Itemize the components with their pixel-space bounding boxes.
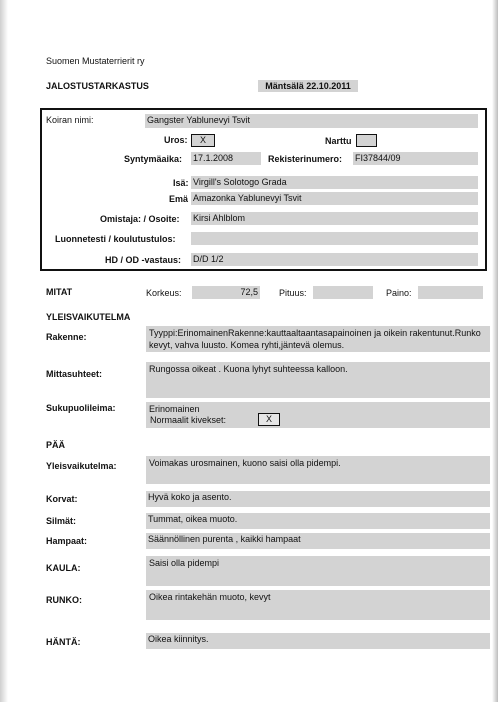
- head-general-label: Yleisvaikutelma:: [46, 461, 117, 471]
- length-label: Pituus:: [279, 288, 307, 298]
- ears-label: Korvat:: [46, 494, 78, 504]
- body-label: RUNKO:: [46, 595, 82, 605]
- dam-label: Emä: [169, 194, 189, 204]
- height-label: Korkeus:: [146, 288, 182, 298]
- ears-field: Hyvä koko ja asento.: [146, 491, 490, 507]
- build-label: Rakenne:: [46, 332, 87, 342]
- testicles-label: Normaalit kivekset:: [150, 415, 227, 425]
- weight-field: [418, 286, 483, 299]
- length-field: [313, 286, 373, 299]
- doc-title: JALOSTUSTARKASTUS: [46, 81, 149, 91]
- dam-field: Amazonka Yablunevyi Tsvit: [191, 192, 478, 205]
- sex-label: Sukupuolileima:: [46, 403, 116, 413]
- testicles-checkbox: X: [258, 413, 280, 426]
- hd-field: D/D 1/2: [191, 253, 478, 266]
- teeth-label: Hampaat:: [46, 536, 88, 546]
- temperament-field: [191, 232, 478, 245]
- scan-edge-left: [0, 0, 8, 702]
- scan-edge-right: [492, 0, 498, 702]
- male-checkbox: X: [191, 134, 215, 147]
- build-field: Tyyppi:ErinomainenRakenne:kauttaaltaantasapainoinen ja oikein rakentunut.Runko kevyt, vahva luusto. Komea ryhti,jäntevä olemus.: [146, 326, 490, 352]
- general-heading: YLEISVAIKUTELMA: [46, 312, 131, 322]
- owner-field: Kirsi Ahlblom: [191, 212, 478, 225]
- neck-field: Saisi olla pidempi: [146, 556, 490, 586]
- dob-label: Syntymäaika:: [124, 154, 183, 164]
- temperament-label: Luonnetesti / koulutustulos:: [55, 234, 176, 244]
- proportions-label: Mittasuhteet:: [46, 369, 102, 379]
- hd-label: HD / OD -vastaus:: [105, 255, 182, 265]
- male-label: Uros:: [164, 135, 188, 145]
- eyes-label: Silmät:: [46, 516, 77, 526]
- teeth-field: Säännöllinen purenta , kaikki hampaat: [146, 533, 490, 549]
- sire-field: Virgill's Solotogo Grada: [191, 176, 478, 189]
- sire-label: Isä:: [173, 178, 189, 188]
- body-field: Oikea rintakehän muoto, kevyt: [146, 590, 490, 620]
- owner-label: Omistaja: / Osoite:: [100, 214, 180, 224]
- neck-label: KAULA:: [46, 563, 81, 573]
- eyes-field: Tummat, oikea muoto.: [146, 513, 490, 529]
- org-name: Suomen Mustaterrierit ry: [46, 56, 145, 66]
- head-general-field: Voimakas urosmainen, kuono saisi olla pidempi.: [146, 456, 490, 484]
- weight-label: Paino:: [386, 288, 412, 298]
- dog-name-label: Koiran nimi:: [46, 115, 94, 125]
- height-field: 72,5: [192, 286, 260, 299]
- tail-label: HÄNTÄ:: [46, 637, 81, 647]
- dog-name-field: Gangster Yablunevyi Tsvit: [145, 114, 478, 128]
- reg-label: Rekisterinumero:: [268, 154, 343, 164]
- measurements-heading: MITAT: [46, 287, 73, 297]
- female-label: Narttu: [325, 136, 352, 146]
- proportions-field: Rungossa oikeat . Kuona lyhyt suhteessa kalloon.: [146, 362, 490, 398]
- place-date: Mäntsälä 22.10.2011: [258, 80, 358, 92]
- tail-field: Oikea kiinnitys.: [146, 633, 490, 649]
- head-heading: PÄÄ: [46, 440, 66, 450]
- dog-info-frame: [40, 108, 487, 271]
- reg-field: FI37844/09: [353, 152, 478, 165]
- dob-field: 17.1.2008: [191, 152, 261, 165]
- female-checkbox: [356, 134, 377, 147]
- sex-value: Erinomainen: [149, 404, 200, 414]
